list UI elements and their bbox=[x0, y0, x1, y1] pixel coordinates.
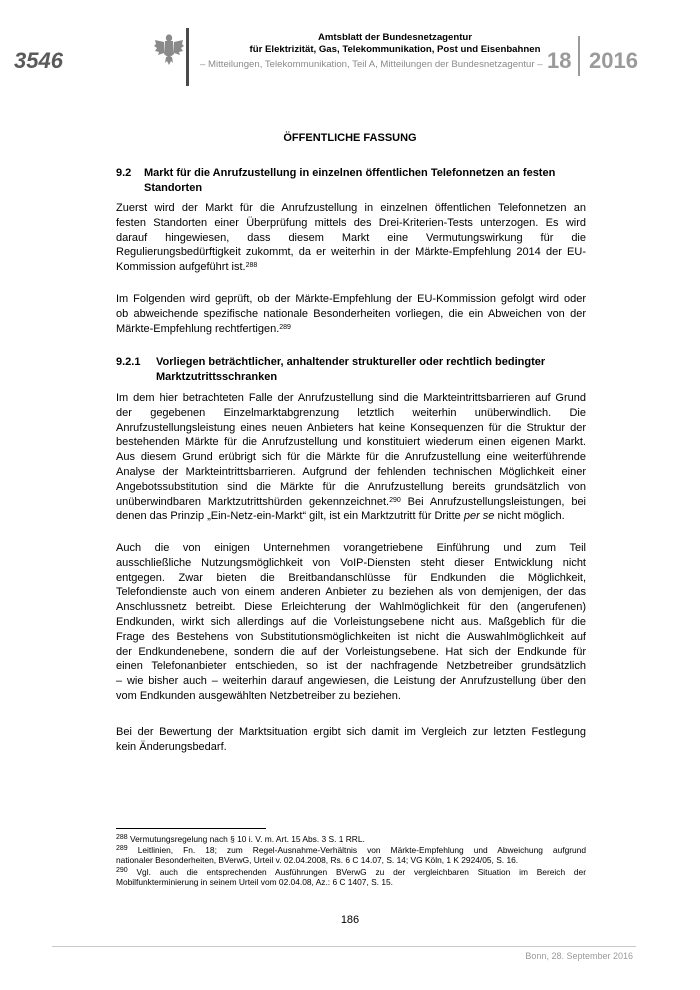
publisher-title: Amtsblatt der Bundesnetzagentur bbox=[317, 32, 473, 43]
publication-section: – Mitteilungen, Telekommunikation, Teil A, Mitteilungen der Bundesnetzagentur – bbox=[200, 59, 543, 70]
footnote-ref[interactable]: 289 bbox=[279, 323, 291, 331]
footnote-289 bbox=[116, 845, 586, 865]
publisher-subtitle: für Elektrizität, Gas, Telekommunikation, Post und Eisenbahnen bbox=[249, 44, 541, 55]
text-line bbox=[116, 509, 586, 524]
text-line-part: Bei Anrufzustellungsleistungen, bei bbox=[400, 495, 587, 508]
footnote-number: 289 bbox=[116, 845, 128, 852]
footer-divider bbox=[52, 946, 636, 947]
text-line: der Endkundenebene, sondern die auf der Vorleistungsebene. Hat sich der Endkunde für bbox=[116, 645, 586, 658]
text-line-part: nicht möglich. bbox=[494, 510, 565, 523]
paragraph-2 bbox=[116, 292, 586, 336]
text-line: bestehenden Märkte für die Anrufzustellung und konstituiert wiederum einen eigenen Markt. bbox=[116, 436, 586, 449]
footnote-separator bbox=[116, 828, 266, 829]
text-line bbox=[116, 260, 586, 275]
footnote-number: 290 bbox=[116, 867, 128, 874]
text-line: Angebotssubstitution sind die Märkte für die Anrufzustellung bereits grundsätzlich von bbox=[116, 480, 586, 493]
footnote-text: Vermutungsregelung nach § 10 i. V. m. Art. 15 Abs. 3 S. 1 RRL. bbox=[127, 834, 365, 844]
text-line: ausschließliche Nutzungsmöglichkeit von VoIP-Diensten steht dieser Entwicklung nicht bbox=[116, 556, 586, 569]
text-line: Frage des Bestehens von Substitutionsmöglichkeiten ist nicht die Auswahlmöglichkeit auf bbox=[116, 630, 586, 643]
emphasis-text: per se bbox=[463, 510, 495, 523]
paragraph-3 bbox=[116, 391, 586, 524]
text-line: Telefondienste auch von einem anderen Anbieter zu beziehen als von demjenigen, der das bbox=[116, 586, 586, 599]
text-line-part: unüberwindbaren Marktzutrittshürden gekennzeichnet. bbox=[116, 495, 390, 508]
text-line: festen Standorten einer Überprüfung mittels des Drei-Kriterien-Tests unterzogen. Es wird bbox=[116, 216, 586, 229]
section-heading-9-2 bbox=[116, 166, 586, 195]
footnote-line bbox=[116, 834, 586, 844]
text-line: Analyse der Markteintrittsbarrieren. Aufgrund der fehlenden technischen Möglichkeit einer bbox=[116, 465, 586, 478]
footnote-line: Mobilfunkterminierung in seinem Urteil vom 02.04.08, Az.: 6 C 1407, S. 15. bbox=[116, 877, 393, 887]
text-line bbox=[116, 495, 586, 510]
text-line: Aus diesem Grund erübrigt sich für die Märkte für die Anrufzustellung eine weiterführende bbox=[116, 451, 586, 464]
footnote-text: Vgl. auch die entsprechenden Ausführungen BVerwG zu der vergleichbaren Situation im Bereich der bbox=[127, 867, 586, 877]
text-line: Zuerst wird der Markt für die Anrufzustellung in einzelnen öffentlichen Telefonnetzen an bbox=[116, 202, 586, 214]
text-line-part: Kommission aufgeführt ist. bbox=[116, 261, 246, 274]
text-line: darauf hingewiesen, dass diesem Markt eine Vermutungswirkung für die bbox=[116, 231, 586, 244]
place-date: Bonn, 28. September 2016 bbox=[525, 951, 633, 961]
text-line: vom Endkunden ausgewählten Netzbetreiber zu beziehen. bbox=[116, 689, 401, 702]
footnote-number: 288 bbox=[116, 834, 128, 841]
footnote-ref[interactable]: 290 bbox=[389, 496, 401, 504]
section-title-line: Markt für die Anrufzustellung in einzelnen öffentlichen Telefonnetzen an festen bbox=[144, 167, 556, 179]
footnote-line: nationaler Besonderheiten, BVerwG, Urteil v. 02.04.2008, Rs. 6 C 14.07, S. 14; VG Köln, 1 K 2924/05, S. 16. bbox=[116, 855, 519, 865]
version-title: ÖFFENTLICHE FASSUNG bbox=[283, 132, 417, 144]
text-line: Auch die von einigen Unternehmen vorangetriebene Einführung und zum Teil bbox=[116, 542, 586, 554]
footnote-line bbox=[116, 845, 586, 855]
footnote-text: Leitlinien, Fn. 18; zum Regel-Ausnahme-Verhältnis von Märkte-Empfehlung und Abweichung aufgrund bbox=[127, 845, 586, 855]
text-line: Endkunden, wirkt sich allerdings auf die Vorleistungsebene nicht aus. Maßgeblich für die bbox=[116, 615, 586, 628]
text-line: entgegen. Zwar bieten die Breitbandanschlüsse für Endkunden die Möglichkeit, bbox=[116, 571, 586, 584]
federal-eagle-icon bbox=[153, 32, 185, 66]
section-title-line: Vorliegen beträchtlicher, anhaltender struktureller oder rechtlich bedingter bbox=[156, 356, 546, 368]
text-line: Im Folgenden wird geprüft, ob der Märkte-Empfehlung der EU-Kommission gefolgt wird oder bbox=[116, 293, 586, 305]
section-title-line: Standorten bbox=[144, 181, 203, 194]
paragraph-1 bbox=[116, 201, 586, 275]
footnote-288 bbox=[116, 834, 586, 844]
paragraph-5 bbox=[116, 725, 586, 755]
text-line: Bei der Bewertung der Marktsituation ergibt sich damit im Vergleich zur letzten Festlegung bbox=[116, 726, 586, 738]
text-line: kein Änderungsbedarf. bbox=[116, 740, 227, 753]
text-line: Anschlussnetz betreibt. Diese Erleichterung der Wahlmöglichkeit für den (angerufenen) bbox=[116, 601, 586, 614]
issue-year: 2016 bbox=[589, 48, 638, 73]
text-line: der gegebenen Einzelmarktabgrenzung letztlich weiterhin unüberwindlich. Die bbox=[116, 406, 586, 419]
text-line: Im dem hier betrachteten Falle der Anrufzustellung sind die Markteintrittsbarrieren auf Grund bbox=[116, 392, 586, 404]
text-line bbox=[116, 322, 586, 337]
text-line: – wie bisher auch – weiterhin darauf angewiesen, die Leistung der Anrufzustellung über den bbox=[116, 675, 586, 688]
text-line-part: Märkte-Empfehlung rechtfertigen. bbox=[116, 322, 280, 335]
issue-divider bbox=[578, 36, 580, 76]
text-line: einen Telefonanbieter entschieden, so ist der nachfragende Netzbetreiber grundsätzlich bbox=[116, 660, 586, 673]
header-divider bbox=[186, 28, 189, 86]
page-number: 3546 bbox=[14, 48, 63, 73]
footnote-line bbox=[116, 867, 586, 877]
section-title-line: Marktzutrittsschranken bbox=[156, 370, 278, 383]
issue-number: 18 bbox=[547, 48, 572, 73]
text-line: Anrufzustellungsleistung eines neuen Anbieters hat keine Konsequenzen für die Struktur der bbox=[116, 421, 586, 434]
paragraph-4 bbox=[116, 541, 586, 704]
text-line: ob abweichende spezifische nationale Besonderheiten vorliegen, die ein Abweichen von der bbox=[116, 307, 586, 320]
footnote-290 bbox=[116, 867, 586, 887]
section-number: 9.2 bbox=[116, 167, 132, 179]
text-line: Regulierungsbedürftigkeit zukommt, da er weiterhin in der Märkte-Empfehlung 2014 der EU- bbox=[116, 246, 586, 259]
document-page-number: 186 bbox=[340, 914, 360, 926]
text-line-part: denen das Prinzip „Ein-Netz-ein-Markt“ gilt, ist ein Marktzutritt für Dritte bbox=[116, 510, 464, 523]
section-number: 9.2.1 bbox=[116, 356, 141, 368]
footnote-ref[interactable]: 288 bbox=[245, 262, 258, 270]
section-heading-9-2-1 bbox=[116, 355, 586, 384]
